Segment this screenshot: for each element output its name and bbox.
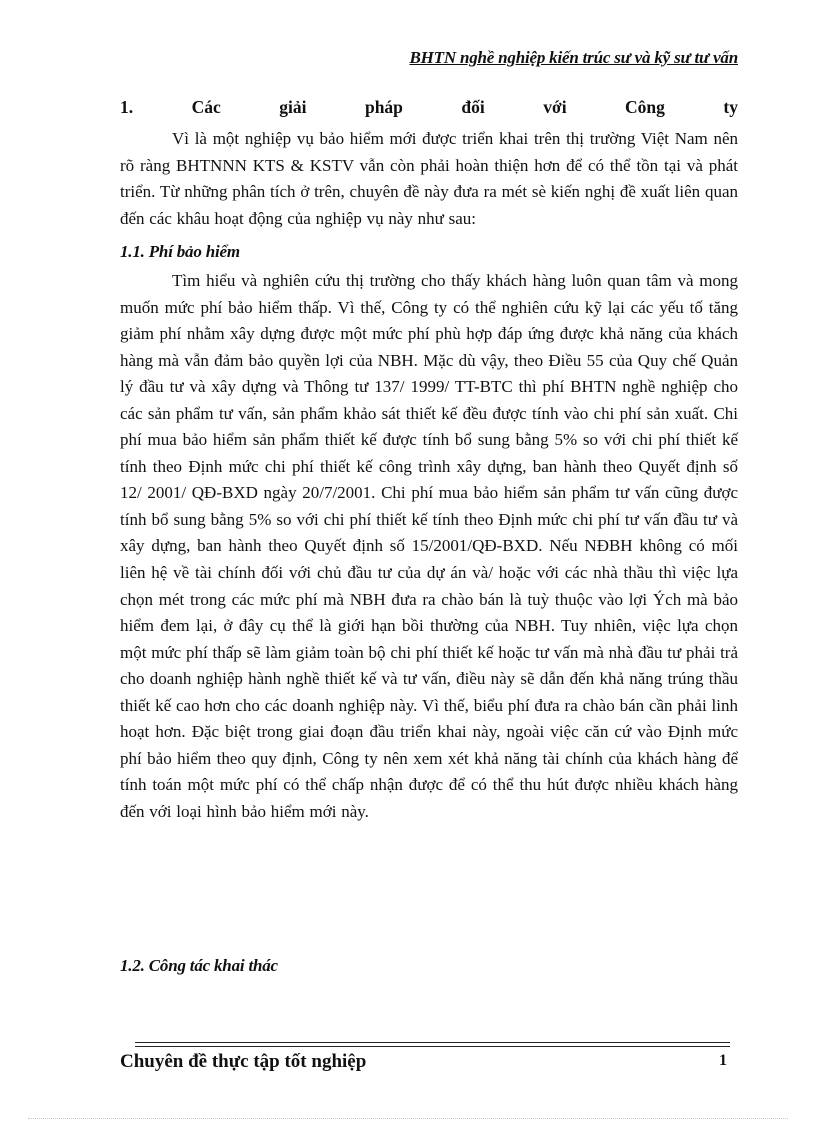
footer-rule — [135, 1042, 730, 1047]
page-bottom-border — [28, 1118, 788, 1119]
heading-word: Các — [191, 97, 221, 117]
heading-word: đối — [461, 97, 485, 117]
premium-paragraph: Tìm hiểu và nghiên cứu thị trường cho thấy khách hàng luôn quan tâm và mong muốn mức phí bảo hiểm thấp. Vì thế, Công ty có thể nghiên cứu kỹ lại các yếu tố tăng giảm phí nhằm xây dựng được một mức phí phù hợp đáp ứng được khả năng của khách hàng mà vẫn đảm bảo quyền lợi của NBH. Mặc dù vậy, theo Điều 55 của Quy chế Quản lý đầu tư và xây dựng và Thông tư 137/ 1999/ TT-BTC thì phí BHTN nghề nghiệp cho các sản phẩm tư vấn, sản phẩm khảo sát thiết kế đều được tính vào chi phí sản xuất. Chi phí mua bảo hiểm sản phẩm thiết kế được tính bổ sung bằng 5% so với chi phí thiết kế tính theo Định mức chi phí thiết kế công trình xây dựng, ban hành theo Quyết định số 12/ 2001/ QĐ-BXD ngày 20/7/2001. Chi phí mua bảo hiểm sản phẩm tư vấn cũng được tính bổ sung bằng 5% so với chi phí thiết kế tính theo Định mức chi phí tư vấn đầu tư và xây dựng, ban hành theo Quyết định số 15/2001/QĐ-BXD. Nếu NĐBH không có mối liên hệ về tài chính đối với chủ đầu tư của dự án và/ hoặc với các nhà thầu thì việc lựa chọn mét trong các mức phí mà NBH đưa ra chào bán là tuỳ thuộc vào lợi Ých mà bảo hiểm đem lại, ở đây cụ thể là giới hạn bồi thường của NBH. Tuy nhiên, việc lựa chọn một mức phí thấp sẽ làm giảm toàn bộ chi phí thiết kế hoặc tư vấn mà nhà đầu tư phải trả cho doanh nghiệp hành nghề thiết kế và tư vấn, điều này sẽ dẫn đến khả năng trúng thầu thiết kế cao hơn cho các doanh nghiệp này. Vì thế, biểu phí đưa ra chào bán cần phải linh hoạt hơn. Đặc biệt trong giai đoạn đầu triển khai này, ngoài việc căn cứ vào Định mức phí bảo hiểm theo quy định, Công ty nên xem xét khả năng tài chính của khách hàng để tính toán một mức phí có thể chấp nhận được để có thể thu hút được nhiều khách hàng đến với loại hình bảo hiểm mới này. — [120, 271, 738, 821]
heading-word: pháp — [364, 97, 403, 117]
section-heading — [120, 97, 738, 118]
intro-paragraph: Vì là một nghiệp vụ bảo hiểm mới được triển khai trên thị trường Việt Nam nên rõ ràng BHTNNN KTS & KSTV vẫn còn phải hoàn thiện hơn để có thể tồn tại và phát triển. Từ những phân tích ở trên, chuyên đề này đưa ra mét sè kiến nghị đề xuất liên quan đến các khâu hoạt động của nghiệp vụ này như sau: — [120, 129, 738, 228]
heading-word: 1. — [120, 97, 134, 117]
subsection-title-premium: 1.1. Phí bảo hiểm — [120, 242, 240, 261]
heading-word: Công — [625, 97, 665, 117]
running-header: BHTN nghề nghiệp kiến trúc sư và kỹ sư tư vấn — [409, 48, 738, 67]
footer-title: Chuyên đề thực tập tốt nghiệp — [120, 1051, 367, 1072]
heading-word: giải — [279, 97, 307, 117]
page-number: 1 — [719, 1052, 727, 1069]
heading-word: với — [543, 97, 567, 117]
subsection-title-marketing: 1.2. Công tác khai thác — [120, 956, 278, 975]
heading-word: ty — [723, 97, 738, 117]
